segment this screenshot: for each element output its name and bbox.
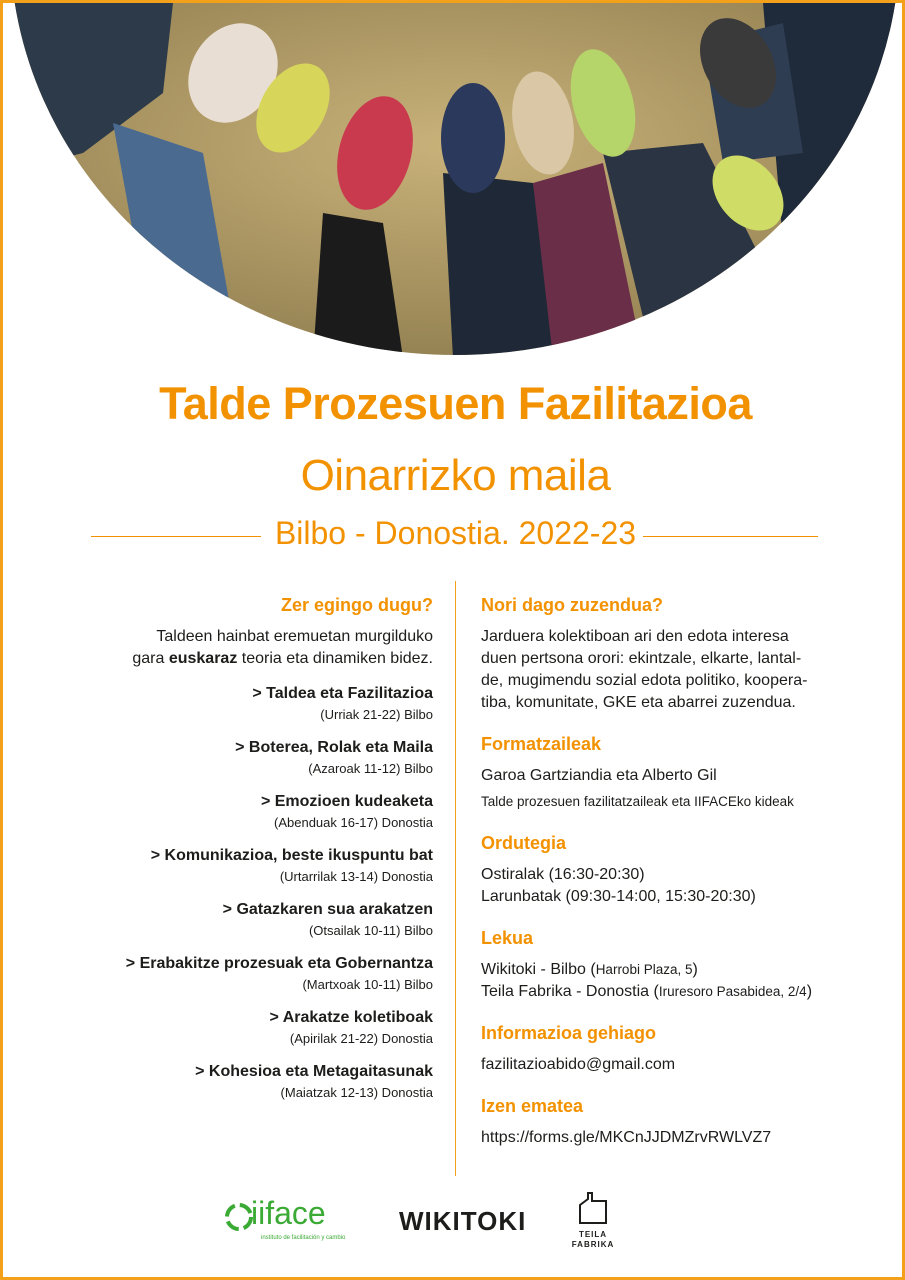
- session-date: (Abenduak 16-17) Donostia: [274, 815, 433, 830]
- session-title: > Kohesioa eta Metagaitasunak: [195, 1063, 433, 1080]
- trainers-heading: Formatzaileak: [481, 734, 602, 754]
- session-date: (Otsailak 10-11) Bilbo: [308, 923, 433, 938]
- session-title: > Komunikazioa, beste ikuspuntu bat: [150, 847, 433, 864]
- session-title: > Boterea, Rolak eta Maila: [235, 739, 433, 756]
- title-rule-right: [643, 536, 818, 537]
- audience-heading: Nori dago zuzendua?: [481, 595, 663, 615]
- schedule-saturday: Larunbatak (09:30-14:00, 15:30-20:30): [481, 888, 756, 905]
- place-year: Bilbo - Donostia. 2022-23: [274, 515, 637, 551]
- poster: Talde Prozesuen Fazilitazioa Oinarrizko maila Bilbo - Donostia. 2022-23 Zer egingo dugu? Taldeen hainbat eremuetan murgilduko gara euskaraz teoria eta dinamiken bidez. > Taldea eta Fazilitazioa (Urriak 21-22) Bilbo > Boterea, Rolak eta Maila (Azaroak 11-12) Bilbo > Emozioen kudeaketa (Abenduak 16-17) Donostia > Komunikazioa, beste ikuspuntu bat (Urtarrilak 13-14) Donostia > Gatazkaren sua arakatzen (Otsailak 10-11) Bilbo > Erabakitze prozesuak eta Gobernantza (Martxoak 10-11) Bilbo > Arakatze koletiboak (Apirilak 21-22) Donostia > Kohesioa eta Metagaitasunak (Maiatzak 12-13) Donostia Nori dago zuzendua? Jarduera kolektiboan ari den edota interesa duen pertsona orori: ekintzale, elkarte, lantal- de, mugimendu sozial edota politiko, koopera- tiba, komunitate, GKE eta abarrei zuzendua. Formatzaileak Garoa Gartziandia eta Alberto Gil Talde prozesuen fazilitatzaileak eta IIFACEko kideak Ordutegia Ostiralak (16:30-20:30) Larunbatak (09:30-14:00, 15:30-20:30) Lekua Wikitoki - Bilbo (Harrobi Plaza, 5) Teila Fabrika - Donostia (Iruresoro Pasabidea, 2/4) Informazioa gehiago fazilitazioabido@gmail.com Izen ematea https://forms.gle/MKCnJJDMZrvRWLVZ7 iiface instituto de facilitación y cambio WIKITOKI TEILA FABRIKA: [0, 0, 905, 1280]
- info-heading: Informazioa gehiago: [481, 1023, 657, 1043]
- factory-icon: [578, 1191, 608, 1225]
- session-item: [63, 684, 433, 724]
- registration-section: [481, 1096, 871, 1149]
- program-column: [63, 595, 433, 1102]
- session-item: [63, 900, 433, 940]
- session-date: (Azaroak 11-12) Bilbo: [308, 761, 433, 776]
- location-donostia: Teila Fabrika - Donostia (Iruresoro Pasabidea, 2/4): [481, 983, 813, 1000]
- schedule-section: [481, 833, 871, 908]
- teila-fabrika-logo: TEILA FABRIKA: [568, 1191, 618, 1250]
- info-section: [481, 1023, 871, 1076]
- registration-heading: Izen ematea: [481, 1096, 584, 1116]
- session-date: (Martxoak 10-11) Bilbo: [302, 977, 433, 992]
- schedule-heading: Ordutegia: [481, 833, 567, 853]
- column-divider: [455, 581, 456, 1176]
- subtitle: Oinarrizko maila: [300, 451, 611, 500]
- location-section: [481, 928, 871, 1003]
- location-heading: Lekua: [481, 928, 534, 948]
- shoes-photo: [3, 3, 905, 358]
- session-title: > Gatazkaren sua arakatzen: [222, 901, 433, 918]
- session-date: (Apirilak 21-22) Donostia: [289, 1031, 433, 1046]
- audience-text: Jarduera kolektiboan ari den edota interesa duen pertsona orori: ekintzale, elkarte, lantal- de, mugimendu sozial edota politiko, koopera- tiba, komunitate, GKE eta abarrei zuzendua.: [481, 628, 808, 711]
- session-title: > Arakatze koletiboak: [269, 1009, 433, 1026]
- trainers-desc: Talde prozesuen fazilitatzaileak eta IIFACEko kideak: [481, 794, 794, 809]
- program-intro: Taldeen hainbat eremuetan murgilduko gara euskaraz teoria eta dinamiken bidez.: [132, 628, 433, 667]
- session-date: (Urtarrilak 13-14) Donostia: [279, 869, 433, 884]
- session-item: [63, 846, 433, 886]
- info-column: [481, 595, 871, 1169]
- schedule-friday: Ostiralak (16:30-20:30): [481, 866, 645, 883]
- session-date: (Maiatzak 12-13) Donostia: [280, 1085, 433, 1100]
- session-date: (Urriak 21-22) Bilbo: [320, 707, 433, 722]
- session-item: [63, 954, 433, 994]
- wikitoki-logo: WIKITOKI: [399, 1206, 527, 1236]
- session-title: > Taldea eta Fazilitazioa: [252, 685, 433, 702]
- session-title: > Erabakitze prozesuak eta Gobernantza: [125, 955, 433, 972]
- session-item: [63, 1008, 433, 1048]
- session-item: [63, 1062, 433, 1102]
- audience-section: [481, 595, 871, 714]
- location-bilbo: Wikitoki - Bilbo (Harrobi Plaza, 5): [481, 961, 698, 978]
- main-title: Talde Prozesuen Fazilitazioa: [159, 378, 752, 429]
- session-title: > Emozioen kudeaketa: [260, 793, 433, 810]
- registration-link[interactable]: https://forms.gle/MKCnJJDMZrvRWLVZ7: [481, 1129, 772, 1146]
- program-heading: Zer egingo dugu?: [281, 595, 433, 615]
- contact-email[interactable]: fazilitazioabido@gmail.com: [481, 1056, 676, 1073]
- session-item: [63, 738, 433, 778]
- trainers-section: [481, 734, 871, 813]
- session-item: [63, 792, 433, 832]
- trainers-names: Garoa Gartziandia eta Alberto Gil: [481, 767, 717, 784]
